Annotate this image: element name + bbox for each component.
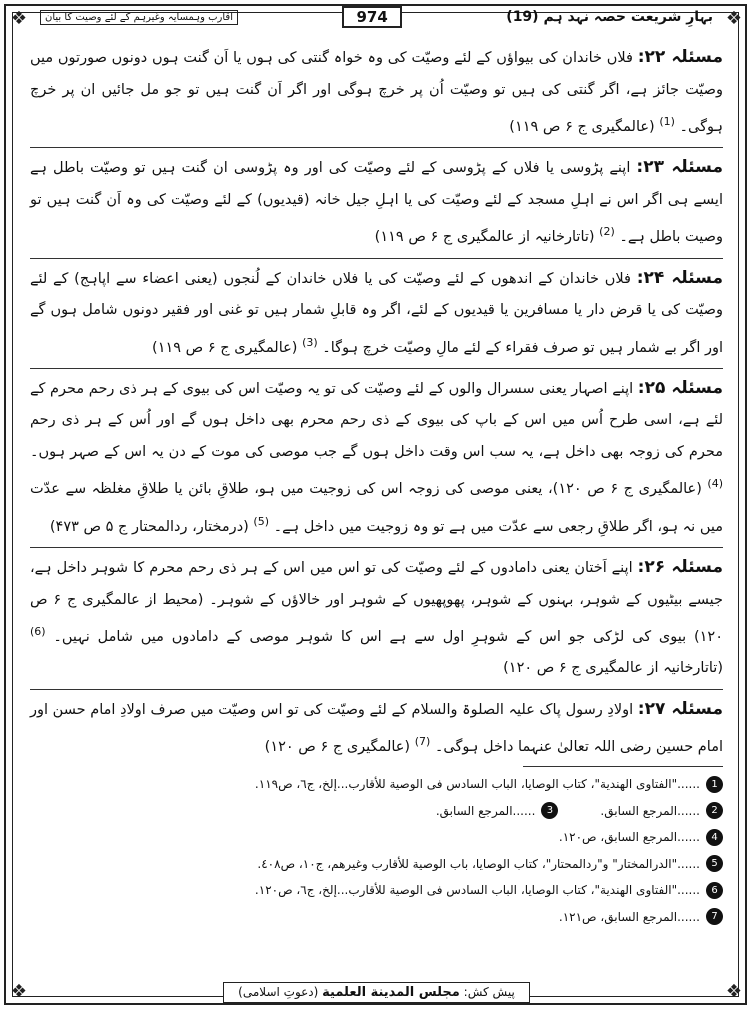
masala-paragraph	[30, 694, 723, 764]
divider	[30, 147, 723, 148]
chapter-title: اقارب وہمسایہ وغیرہم کے لئے وصیت کا بیان	[40, 10, 238, 25]
footnote-ref: (4)	[707, 477, 724, 491]
masala-paragraph	[30, 552, 723, 685]
citation: (عالمگیری ج ۶ ص ۱۱۹)	[152, 339, 298, 356]
footnote-number: 3	[541, 802, 558, 819]
footnote-number: 1	[706, 776, 723, 793]
footnote-number: 4	[706, 829, 723, 846]
masala-text: اولادِ رسول پاک علیہ الصلوۃ والسلام کے لئے وصیّت کی تو اس وصیّت میں صرف اولادِ امام حسن اور امام حسین رضی اللہ تعالیٰ عنہما داخل ہوگی۔	[30, 701, 723, 756]
footnote-number: 7	[706, 908, 723, 925]
corner-ornament-icon: ❖	[725, 8, 743, 29]
footnote-text: ......المرجع السابق، ص١٢٠.	[558, 830, 700, 844]
masala-label: مسئلہ ۲۶:	[637, 557, 724, 578]
masala-text: اپنے اَختان یعنی دامادوں کے لئے وصیّت کی تو اس میں اس کے ہر ذی رحم محرم کا شوہر داخل ہے، جیسے بیٹیوں کے شوہر، بہنوں کے شوہر، پھوپھیوں کے شوہر اور خالاؤں کے شوہر۔ (محیط از عالمگیری ج ۶ ص ۱۲۰) بیوی کی لڑکی جو اس کے شوہرِ اول سے ہے اس کا شوہر موصی کے دامادوں میں شامل نہیں۔	[30, 560, 724, 645]
masala-paragraph	[30, 263, 723, 364]
main-text	[30, 42, 723, 766]
footnote-divider	[523, 766, 723, 767]
corner-ornament-icon: ❖	[725, 981, 743, 1002]
footnotes	[30, 766, 723, 930]
footnote-number: 5	[706, 855, 723, 872]
page-header	[40, 6, 713, 28]
book-title: بہارِ شریعت حصہ نہد ہم (19)	[506, 9, 713, 25]
masala-label: مسئلہ ۲۳:	[636, 157, 724, 178]
footnote-text: ......"الفتاوى الهندية"، كتاب الوصايا، الباب السادس فى الوصية للأقارب...إلخ، ج٦، ص١٢٠.	[254, 883, 700, 897]
footnote-text: ......المرجع السابق.	[600, 803, 700, 818]
page-footer	[0, 981, 753, 1003]
divider	[30, 368, 723, 369]
divider	[30, 258, 723, 259]
footnote-ref: (2)	[599, 225, 615, 239]
masala-paragraph	[30, 42, 723, 143]
citation: (عالمگیری ج ۶ ص ۱۲۰)	[264, 739, 411, 756]
footnote-number: 6	[706, 882, 723, 899]
footnote-ref: (6)	[30, 625, 46, 639]
page-number: 974	[342, 6, 401, 28]
masala-label: مسئلہ ۲۲:	[637, 47, 723, 67]
citation: (عالمگیری ج ۶ ص ۱۱۹)	[509, 118, 655, 135]
footnote	[30, 798, 723, 825]
footnote-text: ......"الدرالمختار" و"ردالمحتار"، كتاب الوصايا، باب الوصية للأقارب وغيرهم، ج١٠، ص٤٠٨.	[257, 856, 700, 871]
footnote	[30, 851, 723, 878]
citation: (تاتارخانیہ از عالمگیری ج ۶ ص ۱۱۹)	[374, 229, 595, 246]
masala-text: فلاں خاندان کی بیواؤں کے لئے وصیّت کی وہ خواہ گنتی کی ہوں یا اَن گنت ہوں دونوں صورتوں میں وصیّت جائز ہے، اگر گنتی کی ہیں تو وصیّت اُن پر خرچ ہوگی اور اگر اَن گنت ہیں تو جو مل جائیں ان پر خرچ ہوگی۔	[30, 50, 723, 135]
publisher-name: مجلس المدينة العلمية	[322, 985, 460, 1000]
masala-text: فلاں خاندان کے اندھوں کے لئے وصیّت کی یا فلاں خاندان کے لُنجوں (یعنی اعضاء سے اپاہج) کے لئے وصیّت کی یا قرض دار یا مسافرین یا قیدیوں کے لئے، اگر وہ قابلِ شمار ہیں تو غنی اور فقیر دونوں شامل ہوں گے اور اگر بے شمار ہیں تو صرف فقراء کے لئے مالِ وصیّت خرچ ہوگا۔	[30, 270, 723, 356]
masala-paragraph	[30, 152, 723, 253]
footnote-ref: (5)	[253, 514, 270, 528]
masala-paragraph	[30, 373, 723, 543]
footnote-ref: (1)	[659, 115, 675, 128]
divider	[30, 547, 723, 548]
masala-label: مسئلہ ۲۵:	[637, 377, 723, 398]
footnote-text: ......المرجع السابق، ص١٢١.	[558, 909, 700, 924]
citation: (عالمگیری ج ۶ ص ۱۲۰)، یعنی موصی کی زوجہ اس کی زوجیت میں ہو، طلاقِ بائن یا طلاقِ مغلظہ سے عدّت میں نہ ہو، اگر طلاقِ رجعی سے عدّت میں ہے تو وہ زوجیت میں داخل ہے۔	[30, 481, 723, 535]
citation: (تاتارخانیہ از عالمگیری ج ۶ ص ۱۲۰)	[503, 660, 723, 677]
masala-label: مسئلہ ۲۴:	[636, 267, 723, 288]
footnote-ref: (3)	[302, 335, 318, 349]
corner-ornament-icon: ❖	[10, 8, 28, 29]
footer-prefix: پیش کش:	[463, 985, 515, 999]
footnote	[30, 824, 723, 851]
footnote-text: ......"الفتاوى الهندية"، كتاب الوصايا، الباب السادس فى الوصية للأقارب...إلخ، ج٦، ص١١٩.	[254, 777, 700, 791]
footnote-text: ......المرجع السابق.	[435, 803, 536, 818]
footnote	[30, 877, 723, 904]
masala-text: اپنے پڑوسی یا فلاں کے پڑوسی کے لئے وصیّت کی اور وہ پڑوسی ان گنت ہیں تو وصیّت باطل ہے ایسے ہی اگر اس نے اہلِ مسجد کے لئے وصیّت کی یا اہلِ جیل خانہ (قیدیوں) کے لئے وصیّت کی وہ اَن گنت ہیں تو وصیت باطل ہے۔	[30, 160, 723, 246]
footnote	[30, 904, 723, 931]
citation: (درمختار، ردالمحتار ج ۵ ص ۴۷۳)	[49, 518, 249, 535]
masala-text: اپنے اصہار یعنی سسرال والوں کے لئے وصیّت کی تو یہ وصیّت اس کی بیوی کے ہر ذی رحم محرم کے لئے ہے، اسی طرح اُس میں اس کے باپ کی بیوی کے ذی رحم محرم بھی داخل ہوں گے اور اُس کے ہر ذی رحم محرم کی زوجہ بھی داخل ہے، یہ سب اس وقت داخل ہوں گے جب موصی کی موت کے دن یہ اس کے صہر ہوں۔	[30, 380, 723, 460]
corner-ornament-icon: ❖	[10, 981, 28, 1002]
footnote	[30, 771, 723, 798]
divider	[30, 689, 723, 690]
footnote-number: 2	[706, 802, 723, 819]
masala-label: مسئلہ ۲۷:	[637, 698, 723, 719]
publisher-org: (دعوتِ اسلامی)	[238, 985, 319, 999]
footnote-ref: (7)	[414, 735, 431, 749]
publisher-box	[223, 982, 530, 1003]
